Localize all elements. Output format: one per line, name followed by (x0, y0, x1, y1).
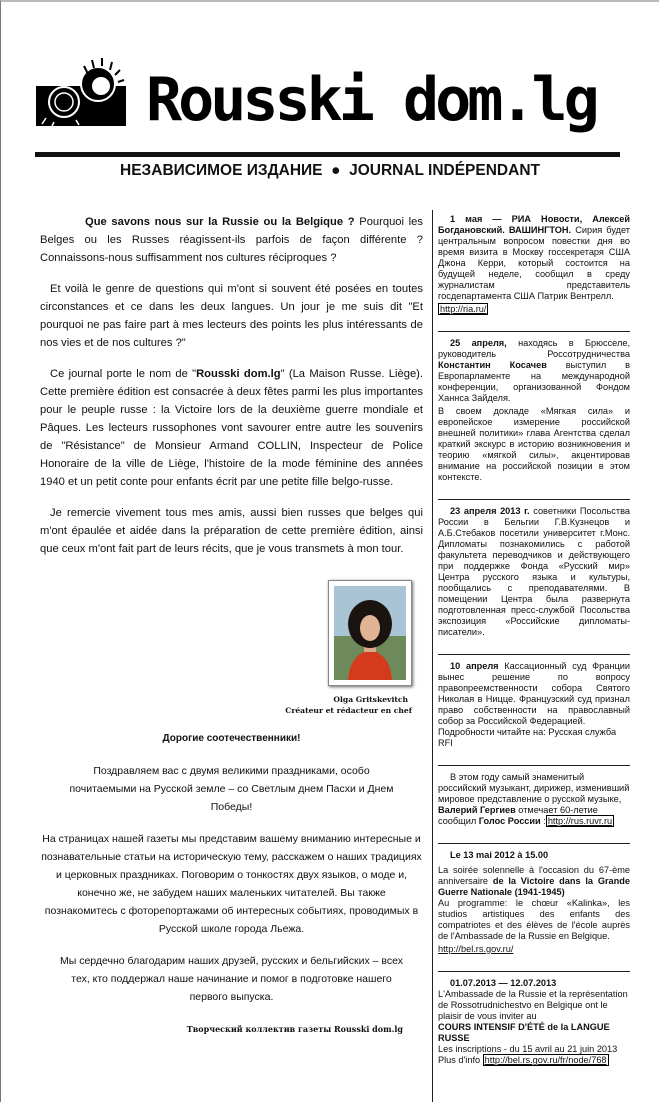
author-role: Créateur et rédacteur en chef (285, 706, 412, 715)
news-event: COURS INTENSIF D'ÉTÉ de la LANGUE RUSSE (438, 1022, 610, 1043)
news-text: В своем докладе «Мягкая сила» и европейское измерение российской внешней политики» глава Агентства сделал краткий экскурс в историю возникновения и теорию «мягкой силы», акцентировав внимание на российской позиции в этом контексте. (438, 406, 630, 482)
news-headline: 1 мая — РИА Новости, Алексей Богдановский. ВАШИНГТОН. (438, 214, 630, 235)
greeting-paragraph: На страницах нашей газеты мы представим вашему вниманию интересные и познавательные статьи на историческую тему, расскажем о наших традициях и церковных праздниках. Поговорим о тонкостях двух языков, о моде и, конечно же, не забудем наших маленьких читателей. Вы также познакомитесь с фоторепортажами об интересных событиях, проводимых в Русской школе города Льежа. (41, 833, 422, 935)
editorial-paragraph (40, 365, 423, 491)
news-text: Au programme: le chœur «Kalinka», les studios artistiques des enfants des compatriotes et des élèves de l'école auprès de l'Ambassade de la Russie en Belgique. (438, 898, 630, 941)
author-photo (328, 580, 412, 686)
news-text: Plus d'info (438, 1055, 483, 1065)
editorial-text: Pourquoi les Belges ou les Russes réagissent-ils parfois de façon différente ? Connaissons-nous suffisamment nos cultures réciproques ? (40, 216, 423, 264)
news-link[interactable]: http://bel.rs.gov.ru/fr/node/768 (484, 1055, 607, 1065)
news-column (432, 210, 631, 1102)
news-text: находясь в Брюсселе, руководитель Россотрудничества (438, 338, 631, 359)
editorial-text: Ce journal porte le nom de " (50, 368, 197, 380)
news-link[interactable]: http://rus.ruvr.ru (547, 816, 613, 826)
greeting-paragraph: Поздравляем вас с двумя великими праздниками, особо почитаемыми на Русской земле – со Светлым днем Пасхи и Днем Победы! (69, 765, 394, 813)
journal-name: Rousski dom.lg (196, 368, 281, 380)
greeting-paragraph: Мы сердечно благодарим наших друзей, русских и бельгийских – всех тех, кто поддержал наше начинание и помог в подготовке нашего первого выпуска. (60, 955, 404, 1003)
news-headline: 10 апреля (450, 661, 499, 671)
news-person: Валерий Гергиев (438, 805, 516, 815)
greeting-heading: Дорогие соотечественники! (162, 733, 301, 744)
news-link[interactable]: http://bel.rs.gov.ru/ (438, 944, 514, 954)
editorial-paragraph (40, 213, 423, 267)
news-text: : (540, 816, 546, 826)
news-item (438, 500, 630, 655)
news-text: Les inscriptions - du 15 avril au 21 juin 2013 (438, 1044, 618, 1054)
news-item (438, 332, 630, 500)
news-headline: 23 апреля 2013 г. (450, 506, 530, 516)
editorial-paragraph: Je remercie vivement tous mes amis, aussi bien russes que belges qui m'ont épaulée et aidée dans la préparation de cette première édition, ainsi que ceux m'ont fait part de leurs récits, que je vous transmets à mon tour. (40, 507, 423, 555)
left-column (40, 210, 423, 1102)
news-headline: 25 апреля, (450, 338, 507, 348)
greeting-signature: Творческий коллектив газеты Rousski dom.lg (186, 1024, 403, 1034)
news-source: Подробности читайте на: Русская служба RFI (438, 727, 617, 748)
news-text: советники Посольства России в Бельгии Г.В.Кузнецов и А.Б.Стебаков посетили университет г.Монс. Дипломаты познакомились с работой факультета переводчиков и действующего при поддержке Фонда «Русский мир» Центра русского языка и культуры, пообщались с преподавателями. В помещении Центра была развернута подготовленная пресс-службой Посольства экспозиция «Российские дипломаты-писатели». (438, 506, 630, 637)
editorial-question: Que savons nous sur la Russie ou la Belgique ? (85, 216, 355, 228)
news-event: de la Victoire dans la Grande Guerre Nationale (1941-1945) (438, 876, 630, 897)
editorial-paragraph: Et voilà le genre de questions qui m'ont si souvent été posées en toutes circonstances et ce dans les deux langues. Un jour je me suis dit "Et pourquoi ne pas faire part à mes lecteurs des points les plus intéressants de nos vies et de nos cultures ?" (40, 283, 423, 349)
news-text: отмечает 60-летие (515, 805, 598, 815)
news-text: L'Ambassade de la Russie et la représentation de Rossotrudnichestvo en Belgique ont le plaisir de vous inviter au (438, 989, 628, 1021)
author-name: Olga Gritskevitch (333, 695, 408, 704)
news-item (438, 210, 630, 332)
news-text: сообщил (438, 816, 479, 826)
masthead-subtitle: НЕЗАВИСИМОЕ ИЗДАНИЕ ● JOURNAL INDÉPENDANT (120, 162, 540, 179)
news-text: выступил в Европарламенте на международной конференции, организованной Фондом Ханнса Зайделя. (438, 360, 630, 403)
news-text: La soirée solennelle à l'occasion du 67-ème anniversaire (438, 865, 630, 886)
news-text: В этом году самый знаменитый российский музыкант, дирижер, изменивший мировое представление о русской музыке, (438, 772, 630, 804)
news-item (438, 972, 630, 1082)
masthead-title: Rousski dom.lg (146, 65, 596, 135)
author-photo-wrap (40, 580, 412, 686)
news-item (438, 844, 630, 972)
news-text: Сирия будет центральным вопросом повестки дня во время визита в Москву госсекретаря США Джона Керри, который состоится на будущей неделе, сообщил в среду журналистам представитель госдепартамента США Патрик Вентрелл. (438, 225, 631, 301)
news-link[interactable]: http://ria.ru/ (440, 304, 487, 314)
news-headline: Le 13 mai 2012 à 15.00 (450, 850, 549, 860)
news-source: Голос России (478, 816, 541, 826)
news-text: Кассационный суд Франции вынес решение по вопросу правопреемственности собора Святого Николая в Ницце. Французский суд признал право собственности на православный собор за Российской Федерацией. (438, 661, 630, 726)
news-item (438, 766, 630, 844)
news-person: Константин Косачев (438, 360, 547, 370)
news-headline: 01.07.2013 — 12.07.2013 (450, 978, 557, 988)
editorial-text: " (La Maison Russe. Liège). Cette première édition est consacrée à deux fêtes parmi les plus importantes pour le peuple russe : la Victoire lors de la deuxième guerre mondiale et Pâques. Les lecteurs russophones vont savourer entre autre les souvenirs de "Résistance" de Monsieur Armand COLLIN, Inspecteur de Police Honoraire de la ville de Liège, l'histoire de la mode féminine des années 1940 et un petit conte pour enfants écrit par une petite fille belgo-russe. (40, 368, 424, 488)
news-item (438, 655, 630, 766)
